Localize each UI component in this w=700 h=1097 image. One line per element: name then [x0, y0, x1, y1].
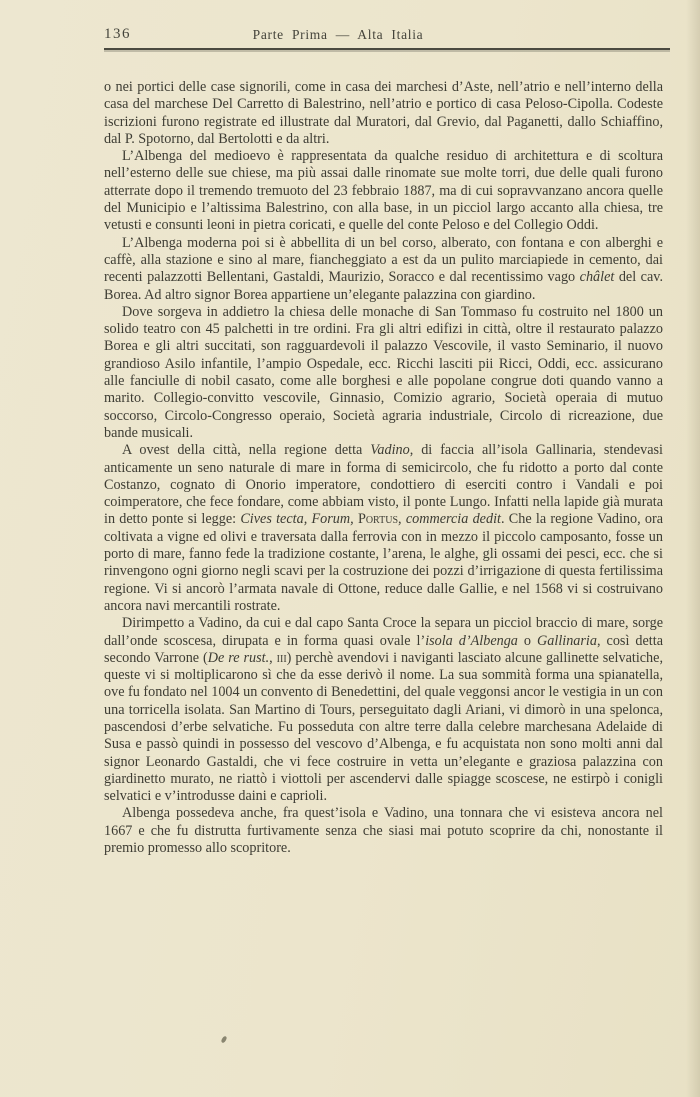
text-run: ,: [269, 649, 277, 666]
text-run: , così detta secondo Varrone (: [104, 632, 663, 666]
text-run: del cav. Borea. Ad altro signor Borea appartiene un’elegante palazzina con giardino.: [104, 269, 663, 303]
paragraph: [104, 304, 663, 442]
paragraph: [104, 235, 663, 304]
text-run: L’Albenga del medioevo è rappresentata da qualche residuo di architettura e di scoltura nell’esterno delle sue chiese, ma più assai dalle rinomate sue molte torri, due delle quali furono atterrate dopo il tremendo tremuoto del 23 febbraio 1887, ma di cui sopravvanzano ancora quelle del Municipio e l’altissima Balestrino, con alla base, in un picciol largo accanto alla chiesa, tre vetusti e consunti leoni in pietra coricati, e quelle del conte Peloso e del Collegio Oddi.: [104, 148, 663, 234]
text-run: ,: [398, 511, 406, 528]
italic-text: isola d’Albenga: [425, 632, 518, 649]
paragraph: [104, 79, 663, 148]
italic-text: Cives tecta, Forum,: [240, 511, 354, 528]
text-run: A ovest della città, nella regione detta: [122, 442, 371, 459]
text-run: Albenga possedeva anche, fra quest’isola e Vadino, una tonnara che vi esisteva ancora nel 1667 e che fu distrutta furtivamente senza che siasi mai potuto scoprire da chi, nonostante il premio promesso allo scopritore.: [104, 805, 663, 857]
text-run: Dove sorgeva in addietro la chiesa delle monache di San Tommaso fu costruito nel 1800 un solido teatro con 45 palchetti in tre ordini. Fra gli altri edifizi in città, oltre il restaurato palazzo Borea e gli altri succitati, son ragguardevoli il palazzo Vescovile, il vasto Seminario, il nuovo grandioso Asilo infantile, l’ampio Ospedale, ecc. Ricchi lasciti pii Ricci, Oddi, ecc. assicurano alle fanciulle di nobil casato, come alle borghesi e alle popolane congrue doti quando vanno a marito. Collegio-convitto vescovile, Ginnasio, Comizio agrario, Società operaia di mutuo soccorso, Circolo-Congresso operaio, Società agraria industriale, Circolo di ricreazione, due bande musicali.: [104, 303, 663, 441]
text-block: [104, 79, 663, 857]
italic-text: châlet: [579, 269, 615, 286]
smallcaps-text: iii: [276, 649, 287, 666]
paragraph: [104, 805, 663, 857]
text-run: . Che la regione Vadino, ora coltivata a vigne ed olivi e traversata dalla ferrovia con in mezzo il piccolo camposanto, fosse un porto di mare, fanno fede la tradizione costante, l’arena, le alghe, gli ossami dei pesci, ecc. che si rinvengono ogni giorno negli scavi per la costruzione dei pozzi d’irrigazione di questa fertilissima regione. Vi si ancorò l’armata navale di Ottone, reduce dalle Gallie, e nel 1568 vi si costruivano ancora navi mercantili rostrate.: [104, 511, 664, 614]
text-run: ) perchè avendovi i naviganti lasciato alcune gallinette selvatiche, queste vi si moltiplicarono sì che da esse derivò il nome. La sua sommità forma una spianatella, ove fu fondato nel 1004 un convento di Benedettini, del quale veggonsi ancor le vestigia in un con una torricella isolata. San Martino di Tours, perseguitato dagli Ariani, vi dimorò in una spelonca, pascendosi d’erbe selvatiche. Fu posseduta con altre terre dalla celebre marchesana Adelaide di Susa e passò quindi in possesso del vescovo d’Albenga, e fu acquistata non sono molti anni dal signor Leonardo Gastaldi, che vi fece costruire in vetta un’elegante e graziosa palazzina con giardinetto murato, ne riattò i viottoli per ascendervi dalle spiagge scoscese, ne estirpò i conigli selvatici e v’introdusse daini e caprioli.: [104, 649, 663, 805]
text-run: o: [517, 632, 538, 649]
text-run: L’Albenga moderna poi si è abbellita di un bel corso, alberato, con fontana e con alberghi e caffè, alla stazione e sino al mare, fiancheggiato a est da un pulito marciapiede in cemento, dai recenti palazzotti Bellentani, Gastaldi, Maurizio, Soracco e dal recentissimo vago: [104, 234, 663, 286]
text-run: o nei portici delle case signorili, come in casa dei marchesi d’Aste, nell’atrio e nell’interno della casa del marchese Del Carretto di Balestrino, nell’atrio e portico di casa Peloso-Cipolla. Codeste iscrizioni furono registrate ed illustrate dal Muratori, dal Grevio, dal Paganetti, dallo Schiaffino, dal P. Spotorno, dal Bertolotti e da altri.: [104, 79, 663, 147]
italic-text: Gallinaria: [537, 632, 597, 649]
page-edge-shadow: [686, 0, 700, 1097]
header-rule: [104, 48, 670, 50]
italic-text: De re rust.: [207, 649, 270, 666]
text-run: Dirimpetto a Vadino, da cui e dal capo Santa Croce la separa un picciol braccio di mare, sorge dall’onde scoscesa, dirupata e in forma quasi ovale l’: [104, 615, 663, 649]
paragraph: [104, 615, 663, 805]
italic-text: commercia dedit: [405, 511, 501, 528]
running-title: Parte Prima — Alta Italia: [252, 27, 424, 42]
page-number: 136: [104, 26, 131, 42]
paragraph: [104, 442, 663, 615]
italic-text: Vadino: [370, 442, 410, 459]
paragraph: [104, 148, 663, 234]
ink-speck: [220, 1035, 227, 1043]
smallcaps-text: Portus: [357, 511, 399, 528]
text-run: , di faccia all’isola Gallinaria, stendevasi anticamente un seno naturale di mare in forma di semicircolo, che fu ridotto a porto dal conte Costanzo, cognato di Onorio imperatore, condottiero di eserciti contro i Vandali e poi coimperatore, che fece fondare, come abbiam visto, il ponte Lungo. Infatti nella lapide già murata in detto ponte si legge:: [104, 442, 663, 528]
